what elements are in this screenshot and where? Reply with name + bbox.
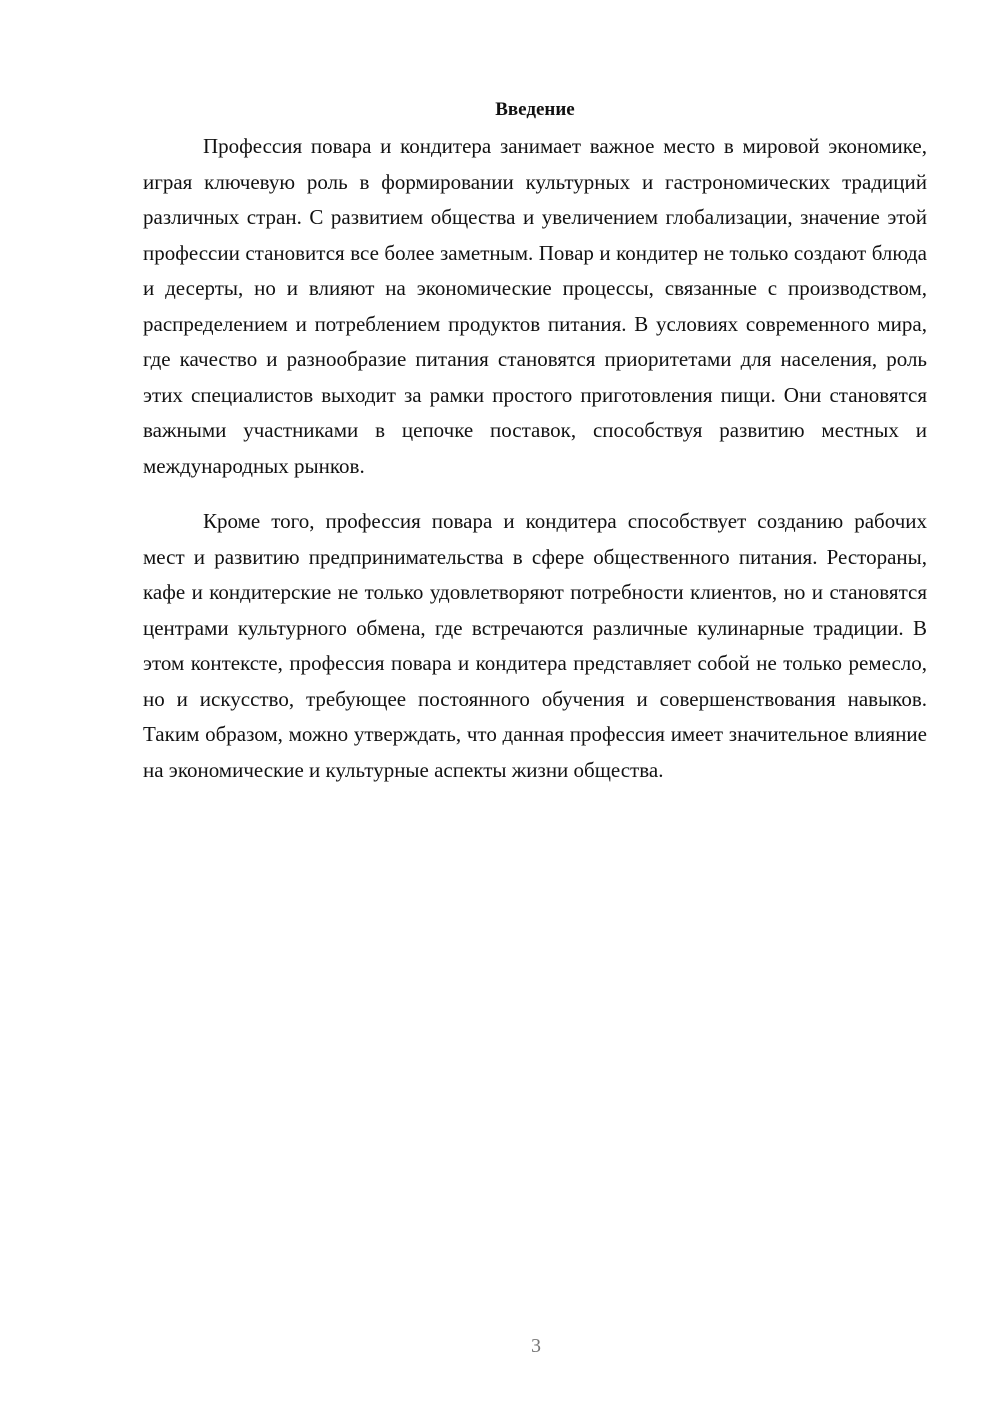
paragraph-2: Кроме того, профессия повара и кондитера способствует созданию рабочих мест и развитию предпринимательства в сфере общественного питания. Рестораны, кафе и кондитерские не только удовлетворяют потребности клиентов, но и становятся центрами культурного обмена, где встречаются различные кулинарные традиции. В этом контексте, профессия повара и кондитера представляет собой не только ремесло, но и искусство, требующее постоянного обучения и совершенствования навыков. Таким образом, можно утверждать, что данная профессия имеет значительное влияние на экономические и культурные аспекты жизни общества. <box>143 509 927 782</box>
paragraph-1: Профессия повара и кондитера занимает важное место в мировой экономике, играя ключевую роль в формировании культурных и гастрономических традиций различных стран. С развитием общества и увеличением глобализации, значение этой профессии становится все более заметным. Повар и кондитер не только создают блюда и десерты, но и влияют на экономические процессы, связанные с производством, распределением и потреблением продуктов питания. В условиях современного мира, где качество и разнообразие питания становятся приоритетами для населения, роль этих специалистов выходит за рамки простого приготовления пищи. Они становятся важными участниками в цепочке поставок, способствуя развитию местных и международных рынков. <box>143 134 927 478</box>
page-number: 3 <box>531 1335 541 1357</box>
page-content <box>143 94 927 788</box>
section-heading: Введение <box>495 99 575 120</box>
